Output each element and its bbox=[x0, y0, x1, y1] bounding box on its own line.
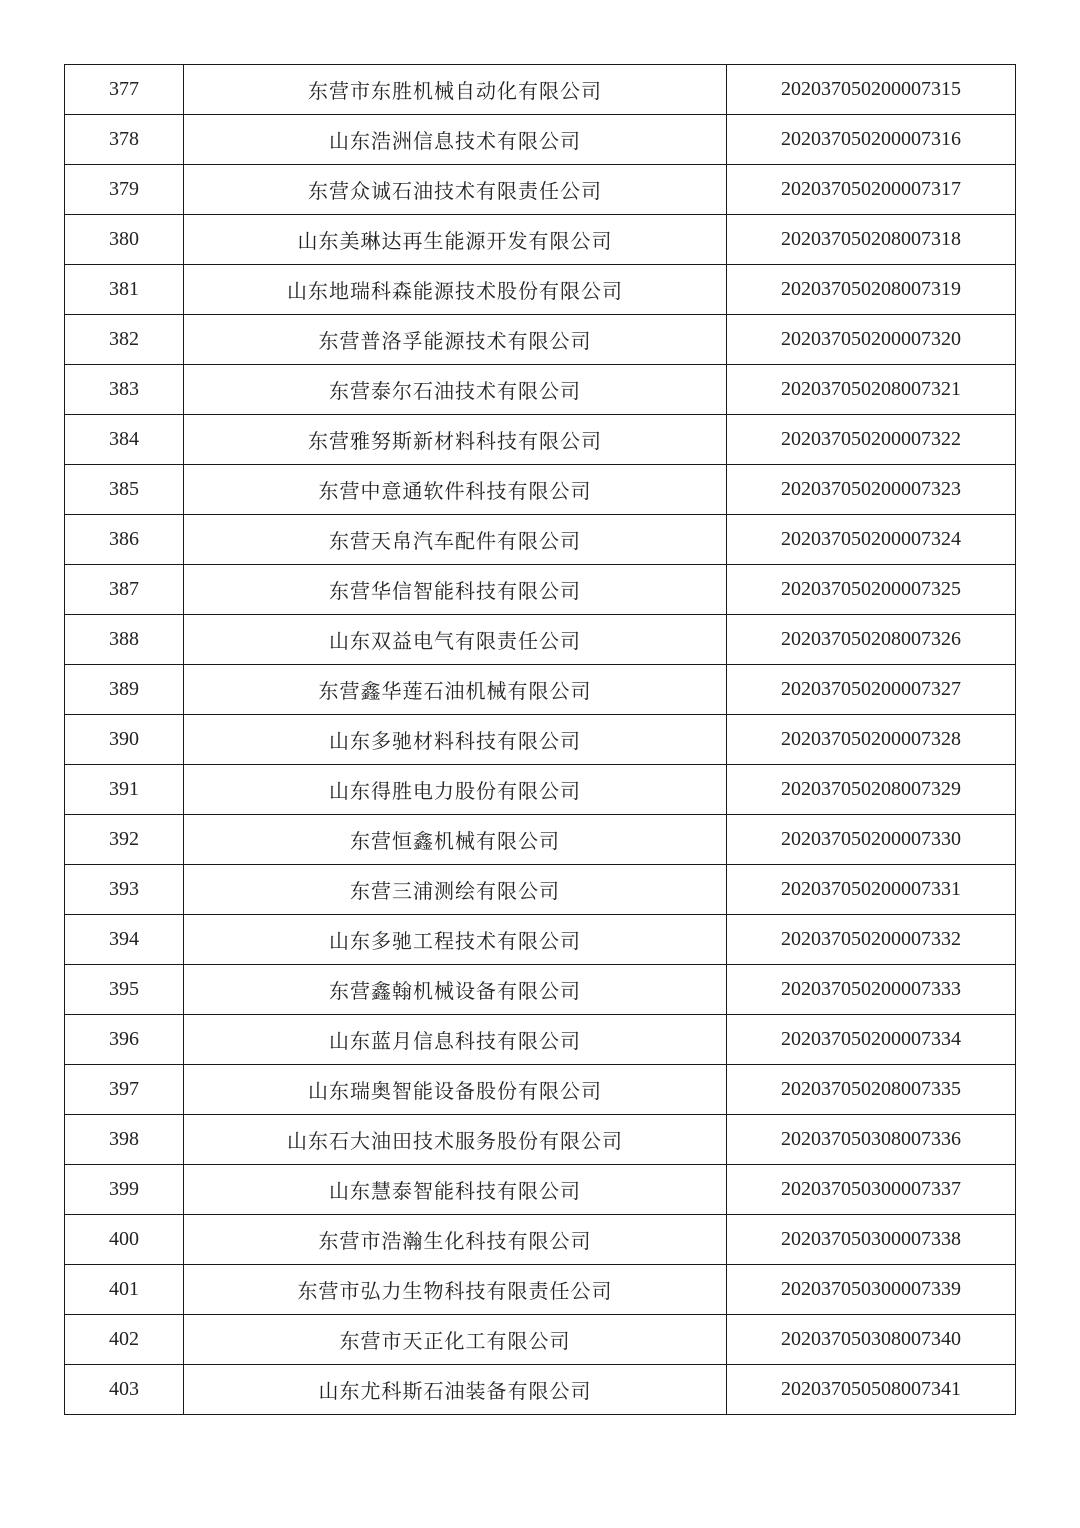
table-row bbox=[65, 1215, 1016, 1265]
row-company-name: 山东多驰工程技术有限公司 bbox=[184, 915, 727, 965]
table-row bbox=[65, 1165, 1016, 1215]
row-company-name: 东营雅努斯新材料科技有限公司 bbox=[184, 415, 727, 465]
row-seq-number: 380 bbox=[65, 215, 184, 265]
row-company-name: 东营鑫华莲石油机械有限公司 bbox=[184, 665, 727, 715]
row-registration-number: 202037050308007336 bbox=[727, 1115, 1016, 1165]
table-row bbox=[65, 415, 1016, 465]
row-seq-number: 401 bbox=[65, 1265, 184, 1315]
row-seq-number: 384 bbox=[65, 415, 184, 465]
table-row bbox=[65, 315, 1016, 365]
row-company-name: 山东浩洲信息技术有限公司 bbox=[184, 115, 727, 165]
row-registration-number: 202037050300007339 bbox=[727, 1265, 1016, 1315]
row-registration-number: 202037050208007321 bbox=[727, 365, 1016, 415]
table-row bbox=[65, 565, 1016, 615]
row-company-name: 东营中意通软件科技有限公司 bbox=[184, 465, 727, 515]
row-company-name: 东营普洛孚能源技术有限公司 bbox=[184, 315, 727, 365]
row-registration-number: 202037050200007320 bbox=[727, 315, 1016, 365]
row-seq-number: 390 bbox=[65, 715, 184, 765]
row-seq-number: 385 bbox=[65, 465, 184, 515]
row-registration-number: 202037050200007317 bbox=[727, 165, 1016, 215]
row-seq-number: 394 bbox=[65, 915, 184, 965]
row-company-name: 东营华信智能科技有限公司 bbox=[184, 565, 727, 615]
table-row bbox=[65, 615, 1016, 665]
row-company-name: 东营泰尔石油技术有限公司 bbox=[184, 365, 727, 415]
row-registration-number: 202037050308007340 bbox=[727, 1315, 1016, 1365]
row-company-name: 东营市浩瀚生化科技有限公司 bbox=[184, 1215, 727, 1265]
table-row bbox=[65, 1265, 1016, 1315]
row-registration-number: 202037050208007329 bbox=[727, 765, 1016, 815]
row-seq-number: 399 bbox=[65, 1165, 184, 1215]
row-registration-number: 202037050200007331 bbox=[727, 865, 1016, 915]
row-seq-number: 389 bbox=[65, 665, 184, 715]
row-seq-number: 398 bbox=[65, 1115, 184, 1165]
table-row bbox=[65, 665, 1016, 715]
row-registration-number: 202037050208007319 bbox=[727, 265, 1016, 315]
table-row bbox=[65, 365, 1016, 415]
row-registration-number: 202037050200007322 bbox=[727, 415, 1016, 465]
table-row bbox=[65, 515, 1016, 565]
registry-table bbox=[64, 64, 1016, 1415]
row-seq-number: 393 bbox=[65, 865, 184, 915]
row-seq-number: 381 bbox=[65, 265, 184, 315]
row-company-name: 东营市天正化工有限公司 bbox=[184, 1315, 727, 1365]
row-seq-number: 382 bbox=[65, 315, 184, 365]
table-row bbox=[65, 765, 1016, 815]
row-registration-number: 202037050200007332 bbox=[727, 915, 1016, 965]
row-registration-number: 202037050508007341 bbox=[727, 1365, 1016, 1415]
row-seq-number: 388 bbox=[65, 615, 184, 665]
row-company-name: 山东石大油田技术服务股份有限公司 bbox=[184, 1115, 727, 1165]
table-row bbox=[65, 1315, 1016, 1365]
row-company-name: 东营众诚石油技术有限责任公司 bbox=[184, 165, 727, 215]
table-row bbox=[65, 715, 1016, 765]
row-registration-number: 202037050208007335 bbox=[727, 1065, 1016, 1115]
row-company-name: 东营市东胜机械自动化有限公司 bbox=[184, 65, 727, 115]
table-row bbox=[65, 215, 1016, 265]
table-row bbox=[65, 115, 1016, 165]
row-registration-number: 202037050300007337 bbox=[727, 1165, 1016, 1215]
row-company-name: 山东瑞奥智能设备股份有限公司 bbox=[184, 1065, 727, 1115]
row-registration-number: 202037050200007333 bbox=[727, 965, 1016, 1015]
row-registration-number: 202037050200007327 bbox=[727, 665, 1016, 715]
table-row bbox=[65, 265, 1016, 315]
table-row bbox=[65, 865, 1016, 915]
row-registration-number: 202037050300007338 bbox=[727, 1215, 1016, 1265]
row-seq-number: 377 bbox=[65, 65, 184, 115]
row-company-name: 东营三浦测绘有限公司 bbox=[184, 865, 727, 915]
row-registration-number: 202037050208007326 bbox=[727, 615, 1016, 665]
row-company-name: 山东慧泰智能科技有限公司 bbox=[184, 1165, 727, 1215]
table-row bbox=[65, 1015, 1016, 1065]
row-seq-number: 400 bbox=[65, 1215, 184, 1265]
row-seq-number: 392 bbox=[65, 815, 184, 865]
row-registration-number: 202037050200007316 bbox=[727, 115, 1016, 165]
table-row bbox=[65, 1115, 1016, 1165]
row-company-name: 山东美琳达再生能源开发有限公司 bbox=[184, 215, 727, 265]
table-row bbox=[65, 465, 1016, 515]
row-seq-number: 387 bbox=[65, 565, 184, 615]
row-seq-number: 402 bbox=[65, 1315, 184, 1365]
table-row bbox=[65, 1365, 1016, 1415]
table-row bbox=[65, 815, 1016, 865]
row-registration-number: 202037050200007323 bbox=[727, 465, 1016, 515]
row-seq-number: 378 bbox=[65, 115, 184, 165]
row-registration-number: 202037050208007318 bbox=[727, 215, 1016, 265]
row-registration-number: 202037050200007330 bbox=[727, 815, 1016, 865]
row-seq-number: 383 bbox=[65, 365, 184, 415]
row-registration-number: 202037050200007315 bbox=[727, 65, 1016, 115]
row-seq-number: 386 bbox=[65, 515, 184, 565]
row-registration-number: 202037050200007328 bbox=[727, 715, 1016, 765]
row-seq-number: 403 bbox=[65, 1365, 184, 1415]
row-registration-number: 202037050200007334 bbox=[727, 1015, 1016, 1065]
registry-table-body bbox=[65, 65, 1016, 1415]
row-registration-number: 202037050200007324 bbox=[727, 515, 1016, 565]
table-row bbox=[65, 65, 1016, 115]
table-row bbox=[65, 915, 1016, 965]
row-seq-number: 395 bbox=[65, 965, 184, 1015]
row-company-name: 东营市弘力生物科技有限责任公司 bbox=[184, 1265, 727, 1315]
row-company-name: 山东蓝月信息科技有限公司 bbox=[184, 1015, 727, 1065]
row-company-name: 山东地瑞科森能源技术股份有限公司 bbox=[184, 265, 727, 315]
row-seq-number: 396 bbox=[65, 1015, 184, 1065]
row-company-name: 山东得胜电力股份有限公司 bbox=[184, 765, 727, 815]
row-seq-number: 391 bbox=[65, 765, 184, 815]
row-company-name: 东营天帛汽车配件有限公司 bbox=[184, 515, 727, 565]
row-seq-number: 379 bbox=[65, 165, 184, 215]
row-company-name: 山东尤科斯石油装备有限公司 bbox=[184, 1365, 727, 1415]
row-company-name: 东营恒鑫机械有限公司 bbox=[184, 815, 727, 865]
row-company-name: 东营鑫翰机械设备有限公司 bbox=[184, 965, 727, 1015]
row-seq-number: 397 bbox=[65, 1065, 184, 1115]
table-row bbox=[65, 1065, 1016, 1115]
row-company-name: 山东双益电气有限责任公司 bbox=[184, 615, 727, 665]
row-company-name: 山东多驰材料科技有限公司 bbox=[184, 715, 727, 765]
table-row bbox=[65, 965, 1016, 1015]
row-registration-number: 202037050200007325 bbox=[727, 565, 1016, 615]
table-row bbox=[65, 165, 1016, 215]
